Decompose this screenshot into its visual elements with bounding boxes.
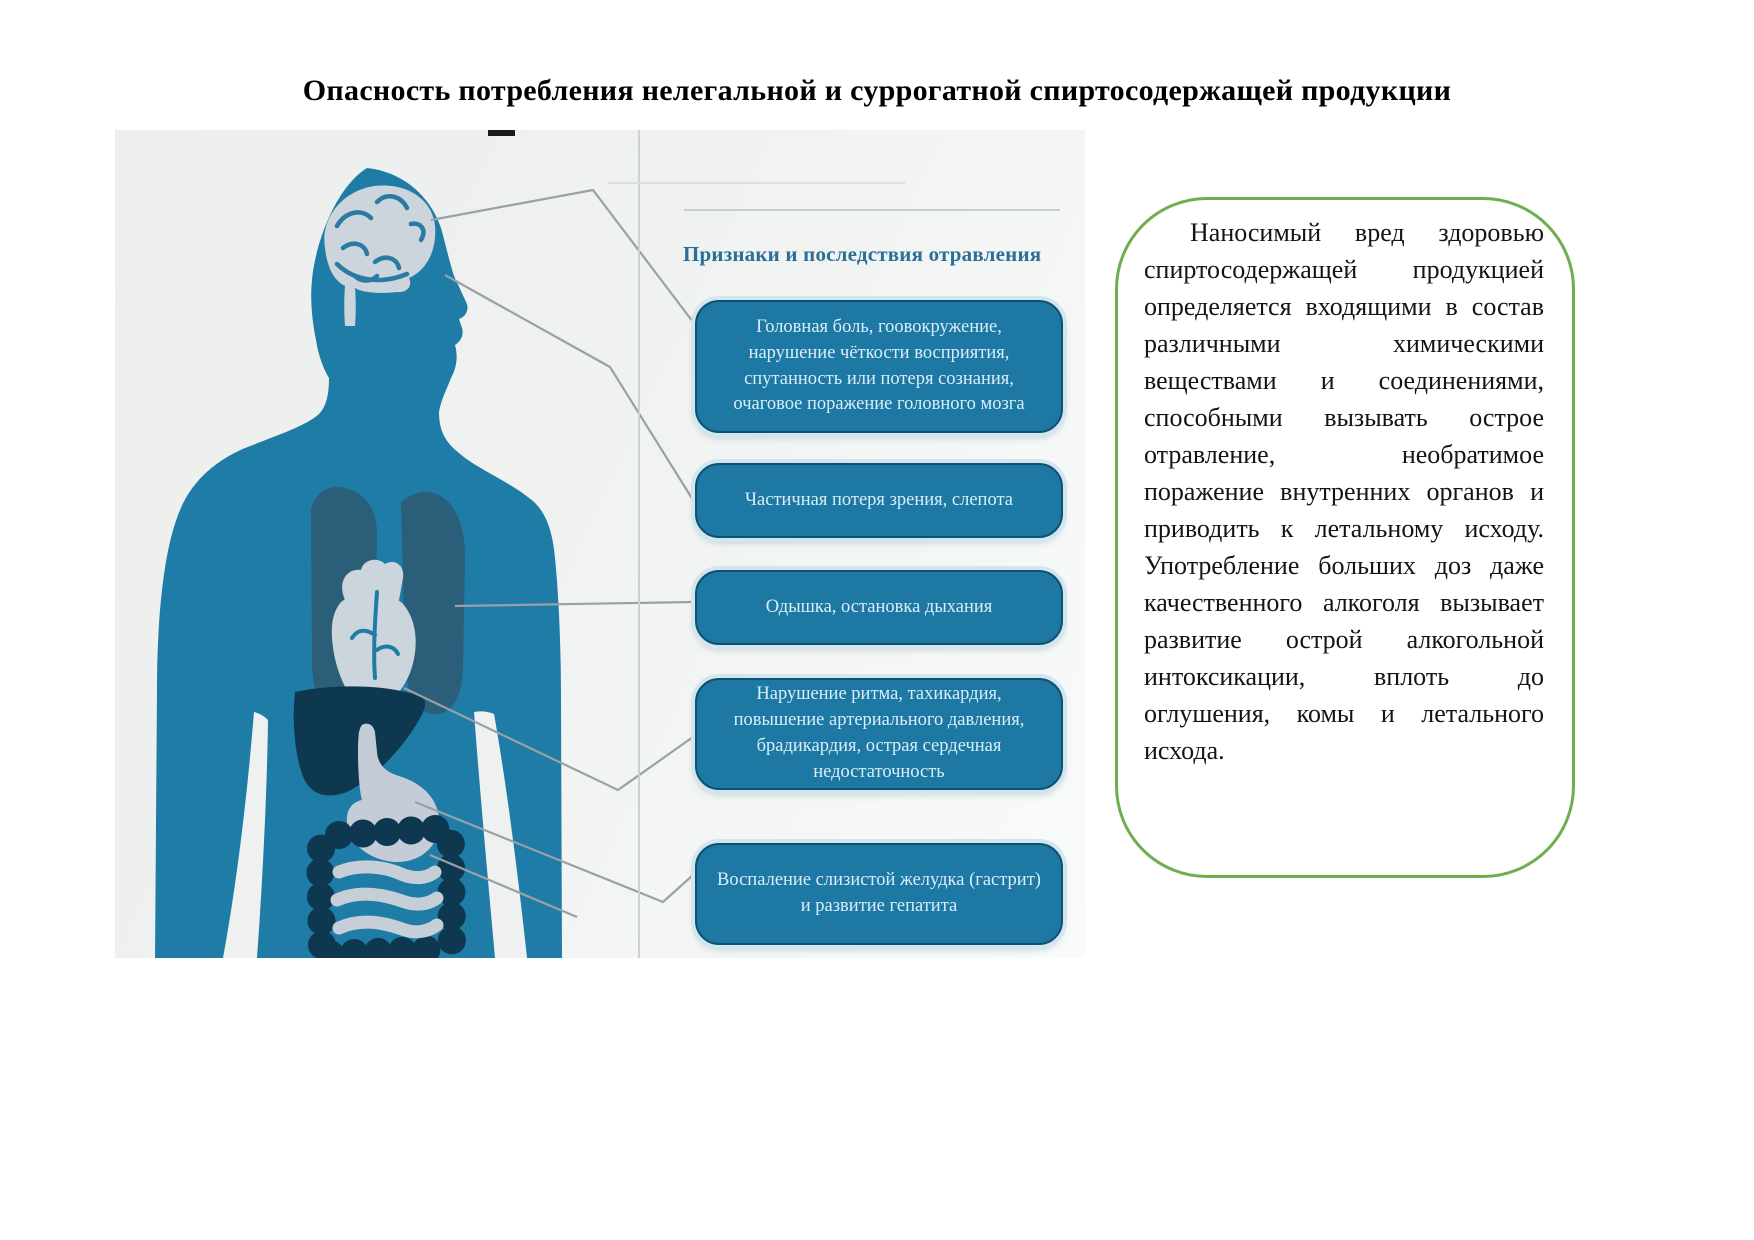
symptom-box-brain bbox=[695, 300, 1063, 433]
symptom-text: Одышка, остановка дыхания bbox=[765, 596, 993, 617]
symptom-text: Нарушение ритма, тахикардия, повышение артериального давления, брадикардия, острая сердечная недостаточность bbox=[733, 684, 1025, 782]
symptom-box-vision bbox=[695, 463, 1063, 538]
symptoms-header: Признаки и последствия отравления bbox=[683, 242, 1042, 266]
header-rule-top bbox=[608, 182, 905, 184]
symptom-text: Частичная потеря зрения, слепота bbox=[745, 489, 1013, 510]
symptom-box-breathing bbox=[695, 570, 1063, 645]
top-dash bbox=[488, 130, 515, 136]
harm-note-box bbox=[1115, 197, 1575, 878]
header-rule bbox=[684, 209, 1060, 211]
symptom-box-stomach bbox=[695, 843, 1063, 945]
symptom-text: Воспаление слизистой желудка (гастрит) и развитие гепатита bbox=[717, 870, 1041, 916]
symptom-text: Головная боль, гоовокружение, нарушение чёткости восприятия, спутанность или потеря сознания, очаговое поражение головного мозга bbox=[733, 316, 1025, 415]
infographic-panel bbox=[115, 130, 1085, 958]
page-title: Опасность потребления нелегальной и суррогатной спиртосодержащей продукции bbox=[302, 74, 1452, 107]
harm-note-text: Наносимый вред здоровью спиртосодержащей продукцией определяется входящими в состав различными химическими веществами и соединениями, способными вызывать острое отравление, необратимое поражение внутренних органов и приводить к летальному исходу. Употребление больших доз даже качественного алкоголя вызывает развитие острой алкогольной интоксикации, вплоть до оглушения, комы и летального исхода. bbox=[1144, 218, 1544, 765]
symptom-box-heart bbox=[695, 678, 1063, 790]
